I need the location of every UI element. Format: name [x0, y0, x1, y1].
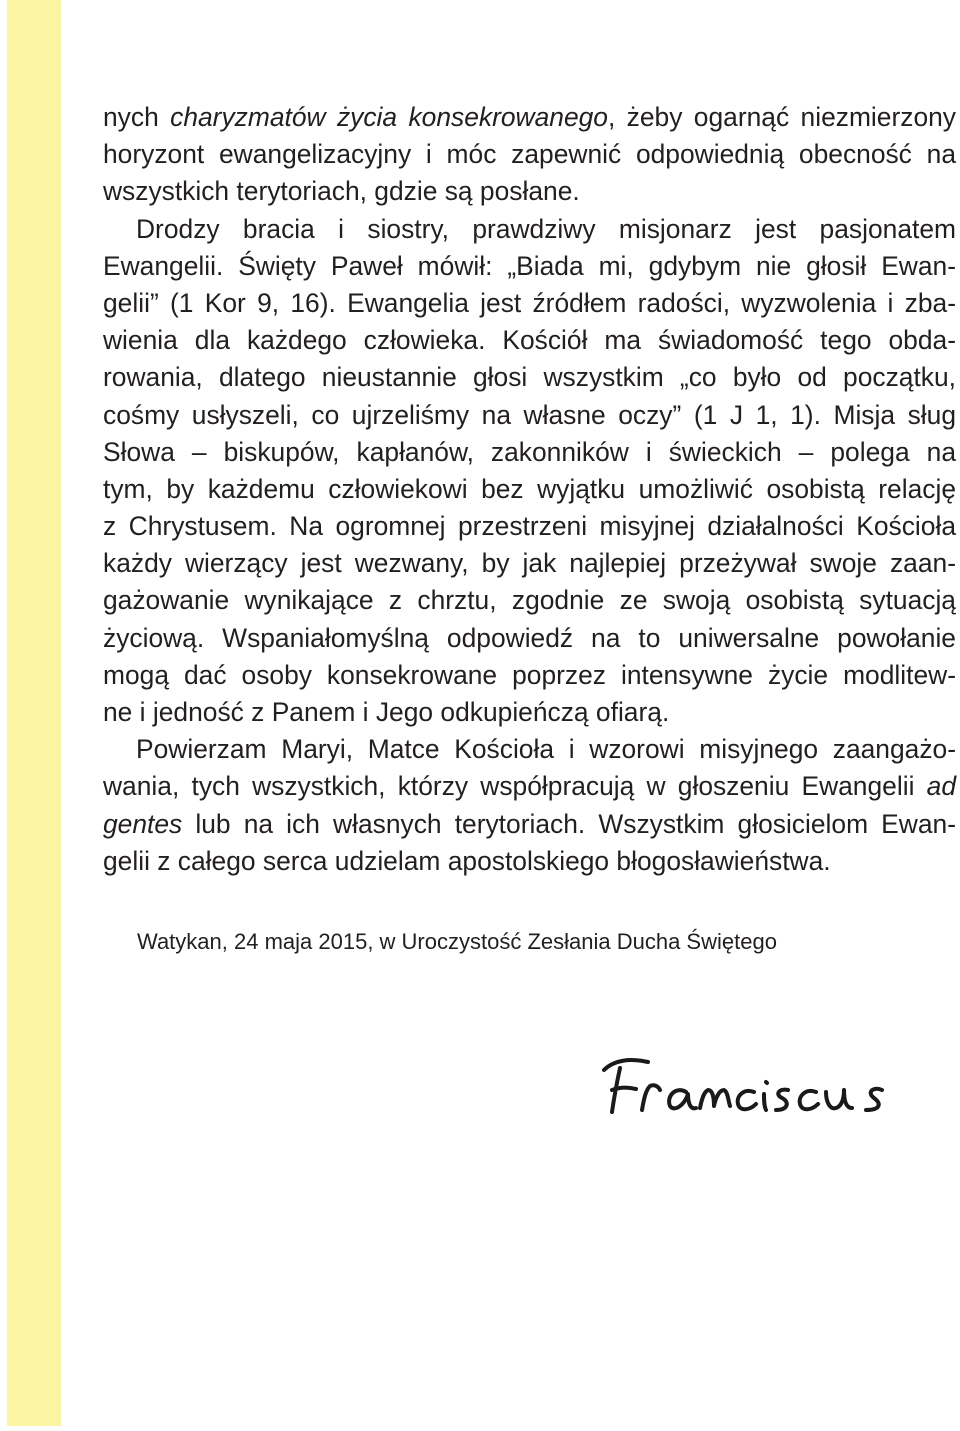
text-run: Drodzy bracia i siostry, prawdziwy misjonarz jest pasjonatem	[136, 213, 956, 244]
text-run: wszystkich terytoriach, gdzie są posłane.	[103, 176, 580, 207]
text-line	[103, 248, 956, 285]
text-line	[103, 434, 956, 471]
text-run: cośmy usłyszeli, co ujrzeliśmy na własne oczy” (1 J 1, 1). Misja sług	[103, 399, 956, 430]
text-run: Słowa – biskupów, kapłanów, zakonników i świeckich – polega na	[103, 436, 956, 467]
text-line	[103, 545, 956, 582]
text-line	[103, 694, 956, 731]
text-run: lub na ich własnych terytoriach. Wszystkim głosicielom Ewan-	[182, 808, 956, 839]
text-run: , żeby ogarnąć niezmierzony	[607, 102, 957, 132]
text-run: wienia dla każdego człowieka. Kościół ma świadomość tego obda-	[103, 325, 956, 356]
signature-franciscus	[590, 1040, 910, 1130]
text-line	[103, 322, 956, 359]
text-line	[103, 657, 956, 694]
text-line	[103, 397, 956, 434]
text-run: horyzont ewangelizacyjny i móc zapewnić odpowiednią obecność na	[103, 139, 956, 170]
text-line	[103, 211, 956, 248]
italic-run: ad	[926, 771, 956, 802]
text-run: Powierzam Maryi, Matce Kościoła i wzorowi misyjnego zaangażo-	[136, 734, 956, 765]
text-run: z Chrystusem. Na ogromnej przestrzeni misyjnej działalności Kościoła	[103, 511, 956, 542]
text-line	[103, 508, 956, 545]
text-line	[103, 285, 956, 322]
text-line	[103, 173, 956, 210]
margin-color-stripe	[7, 0, 61, 1426]
text-run: każdy wierzący jest wezwany, by jak najlepiej przeżywał swoje zaan-	[103, 548, 956, 579]
text-line	[103, 582, 956, 619]
text-run: ne i jedność z Panem i Jego odkupieńczą ofiarą.	[103, 697, 670, 727]
italic-run: gentes	[103, 808, 183, 839]
text-run: tym, by każdemu człowiekowi bez wyjątku umożliwić osobistą relację	[103, 473, 956, 504]
closing-date-place: Watykan, 24 maja 2015, w Uroczystość Zesłania Ducha Świętego	[137, 929, 777, 954]
text-line	[103, 768, 956, 805]
text-run: gelii z całego serca udzielam apostolskiego błogosławieństwa.	[103, 845, 831, 876]
text-run: mogą dać osoby konsekrowane poprzez intensywne życie modlitew-	[103, 659, 956, 690]
text-line	[103, 620, 956, 657]
text-run: gażowanie wynikające z chrztu, zgodnie ze swoją osobistą sytuacją	[103, 585, 956, 616]
text-line	[103, 359, 956, 396]
text-run: wania, tych wszystkich, którzy współpracują w głoszeniu Ewangelii	[103, 771, 927, 802]
text-run: nych	[103, 102, 171, 132]
text-line	[103, 471, 956, 508]
text-run: gelii” (1 Kor 9, 16). Ewangelia jest źródłem radości, wyzwolenia i zba-	[103, 287, 956, 318]
text-line	[103, 731, 956, 768]
text-line	[103, 843, 956, 880]
text-run: Ewangelii. Święty Paweł mówił: „Biada mi, gdybym nie głosił Ewan-	[103, 250, 956, 281]
text-line	[103, 99, 956, 136]
text-run: rowania, dlatego nieustannie głosi wszystkim „co było od początku,	[103, 362, 956, 393]
text-line	[103, 136, 956, 173]
letter-body	[103, 99, 956, 880]
text-run: życiową. Wspaniałomyślną odpowiedź na to uniwersalne powołanie	[103, 622, 956, 653]
text-line	[103, 806, 956, 843]
italic-run: charyzmatów życia konsekrowanego	[170, 102, 608, 132]
